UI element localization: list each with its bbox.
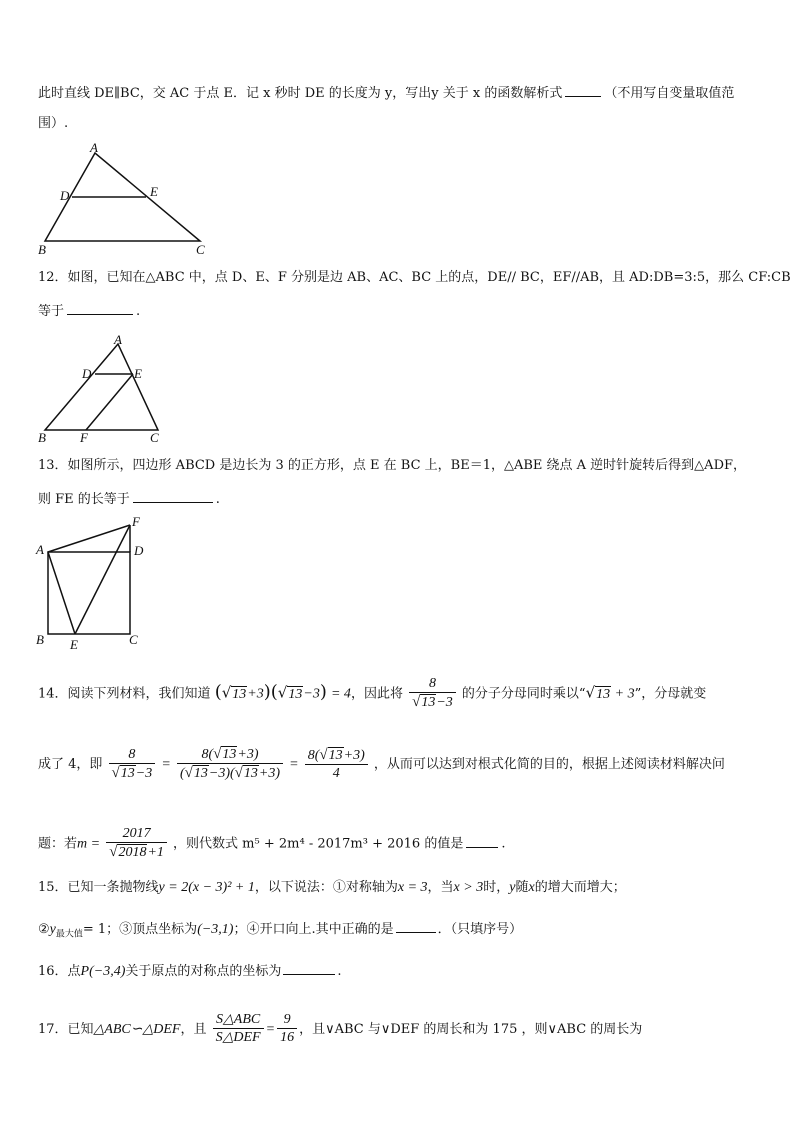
similar-triangles: △ABC∽△DEF <box>93 1022 181 1037</box>
q16-line <box>38 960 342 982</box>
q15-text-2b: = 1；③顶点坐标为 <box>82 922 198 937</box>
label-c-2: C <box>150 430 159 445</box>
q17-text-c: ，且 <box>180 1022 207 1037</box>
q11-line2: 围）. <box>38 116 69 131</box>
label-f-2: F <box>80 430 88 445</box>
label-d-3: D <box>134 543 144 558</box>
num8: 8 <box>307 747 315 763</box>
condition-expr: x > 3 <box>453 880 484 895</box>
area-ratio-fraction <box>213 1012 264 1047</box>
triangle-figure-1 <box>30 140 220 260</box>
equals-sign: = <box>265 1022 276 1037</box>
num3: 3 <box>246 747 254 762</box>
q14-text-p3b: ，则代数式 m⁵ + 2m⁴ - 2017m³ + 2016 的值是 <box>173 836 464 852</box>
q15-text-f: 时， <box>483 880 510 895</box>
num3: 3 <box>268 766 276 781</box>
label-b-3: B <box>36 632 44 647</box>
segment-ef <box>86 374 133 430</box>
q12-line1: 12．如图，已知在△ABC 中，点 D、E、F 分别是边 AB、AC、BC 上的点，DE// BC，EF//AB，且 AD:DB=3:5，那么 CF:CB <box>38 270 791 285</box>
label-a-2: A <box>114 332 122 347</box>
max-subscript: 最大值 <box>55 929 83 940</box>
q13-answer-blank[interactable] <box>133 488 213 503</box>
var-y: y <box>509 880 516 895</box>
var-y-max: y <box>49 922 56 937</box>
q14-text-d: ”，分母就变 <box>634 686 707 702</box>
sqrt13: 13 <box>222 747 237 762</box>
num3: 3 <box>627 686 635 702</box>
area-abc: S△ABC <box>213 1012 264 1029</box>
area-def: S△DEF <box>215 1030 261 1045</box>
var-x: x <box>528 880 535 895</box>
q13-text: 则 FE 的长等于 <box>38 492 130 507</box>
num4: 4 <box>332 765 340 781</box>
q11-line1 <box>38 82 734 104</box>
ratio-den: 16 <box>280 1030 295 1045</box>
num3: 3 <box>218 766 226 781</box>
label-e-3: E <box>70 637 78 652</box>
num1: 1 <box>156 845 164 860</box>
fraction-m: $\frac{2017}{√2018+1}$ <box>106 826 167 862</box>
fraction-2: $\frac{8(√13+3)}{(√13-3)(√13+3)}$ <box>177 746 283 783</box>
q15-circled-2: ② <box>38 922 50 937</box>
label-d: D <box>60 188 70 203</box>
sqrt13: 13 <box>288 686 303 702</box>
q14-eq: = 4 <box>330 686 351 702</box>
q11-text: 此时直线 DE∥BC，交 AC 于点 E．记 x 秒时 DE 的长度为 y，写出y 关于 x 的函数解析式 <box>38 86 563 101</box>
q14-text-p2a: 成了 4，即 <box>38 757 103 772</box>
q17-text-d: ，且∨ABC 与∨DEF 的周长和为 175 ，则∨ABC 的周长为 <box>299 1022 643 1037</box>
m-numerator: 2017 <box>106 826 167 843</box>
label-a-3: A <box>36 542 44 557</box>
q15-text-d: ，当 <box>427 880 454 895</box>
num3: 3 <box>312 686 320 702</box>
num3: 3 <box>445 695 453 710</box>
q14-text-c: 的分子分母同时乘以“ <box>461 686 586 702</box>
q15-text-a: 15．已知一条抛物线 <box>38 880 159 895</box>
m-denominator-radicand: 2018 <box>118 845 147 860</box>
sqrt13: 13 <box>421 695 436 710</box>
num8: 8 <box>201 747 209 762</box>
ratio-num: 9 <box>277 1012 297 1029</box>
label-d-2: D <box>82 366 92 381</box>
q14-text-p3a: 题：若 <box>38 836 78 852</box>
axis-expr: x = 3 <box>397 880 428 895</box>
sqrt13: 13 <box>193 766 208 781</box>
q14-tail: . <box>501 836 506 852</box>
q14-text-b: ，因此将 <box>350 686 403 702</box>
q13-line1: 13．如图所示，四边形 ABCD 是边长为 3 的正方形，点 E 在 BC 上，BE＝1，△ABE 绕点 A 逆时针旋转后得到△ADF， <box>38 458 747 473</box>
label-f-3: F <box>132 514 140 529</box>
q11-tail: （不用写自变量取值范 <box>604 86 735 101</box>
sqrt13: 13 <box>328 747 343 763</box>
num8: 8 <box>109 747 156 764</box>
label-a: A <box>90 140 98 155</box>
num8: 8 <box>409 676 456 693</box>
q15-line2 <box>38 918 522 945</box>
q15-text-h: 随 <box>515 880 529 895</box>
num3: 3 <box>145 765 153 781</box>
q13-tail: . <box>215 492 220 507</box>
q16-text-c: 关于原点的对称点的坐标为 <box>125 964 282 979</box>
var-m: m = <box>77 836 101 852</box>
q15-answer-blank[interactable] <box>396 918 436 933</box>
q16-text-a: 16．点 <box>38 964 81 979</box>
q17-text-a: 17．已知 <box>38 1022 94 1037</box>
num3: 3 <box>353 747 361 763</box>
sqrt13: 13 <box>596 686 611 702</box>
label-c-3: C <box>129 632 138 647</box>
q15-line1 <box>38 878 626 898</box>
q14-line1: 14．阅读下列材料，我们知道 (√13+3)(√13−3) = 4，因此将 $\frac{8}{√13-3}$ 的分子分母同时乘以“√13 + 3”，分母就变 <box>38 676 707 710</box>
q15-text-2e: ．（只填序号） <box>437 922 523 937</box>
sqrt13: 13 <box>243 766 258 781</box>
label-e-2: E <box>134 366 142 381</box>
sqrt13: 13 <box>120 765 135 781</box>
square-figure-3 <box>30 512 160 654</box>
segment-ef-3 <box>75 525 130 634</box>
q16-answer-blank[interactable] <box>283 960 335 975</box>
segment-ae <box>48 552 75 634</box>
ratio-value <box>277 1012 297 1047</box>
vertex-expr: (−3,1) <box>197 922 234 937</box>
square-abcd <box>48 552 130 634</box>
q14-text-p2b: ，从而可以达到对根式化简的目的，根据上述阅读材料解决问 <box>373 757 725 772</box>
label-e: E <box>150 184 158 199</box>
point-p: P(−3,4) <box>80 964 126 979</box>
q12-text: 等于 <box>38 304 65 319</box>
fraction-8-over-sqrt13-minus-3: $\frac{8}{√13-3}$ <box>409 676 456 712</box>
fraction-3: $\frac{8(√13+3)}{4}$ <box>305 747 368 783</box>
q14-line3 <box>38 826 505 862</box>
q17-line <box>38 1012 642 1047</box>
triangle-figure-2 <box>30 330 170 450</box>
q14-answer-blank[interactable] <box>466 833 498 848</box>
label-b: B <box>38 242 46 257</box>
q16-tail: . <box>337 964 342 979</box>
triangle-abc-2 <box>45 344 158 430</box>
q14-line2: 成了 4，即 $\frac{8}{√13-3}$ = $\frac{8(√13+3)}{(√13-3)(√13+3)}$ = $\frac{8(√13+3)}{4}$ ，从而可以达到对根式化简的目的，根据上述阅读材料解决问 <box>38 746 725 781</box>
sqrt13: 13 <box>232 686 247 702</box>
q15-text-j: 的增大而增大； <box>534 880 626 895</box>
num3: 3 <box>256 686 264 702</box>
parabola-expr: y = 2(x − 3)² + 1 <box>158 880 255 895</box>
q15-text-2d: ；④开口向上.其中正确的是 <box>233 922 394 937</box>
q15-text-b: ，以下说法：①对称轴为 <box>254 880 398 895</box>
label-c: C <box>196 242 205 257</box>
q14-intro: 14．阅读下列材料，我们知道 <box>38 686 211 702</box>
q12-line2 <box>38 300 140 322</box>
label-b-2: B <box>38 430 46 445</box>
q12-tail: . <box>136 304 141 319</box>
fraction-1: $\frac{8}{√13-3}$ <box>109 747 156 783</box>
q11-answer-blank[interactable] <box>565 82 601 97</box>
q12-answer-blank[interactable] <box>67 300 133 315</box>
q13-line2 <box>38 488 220 510</box>
